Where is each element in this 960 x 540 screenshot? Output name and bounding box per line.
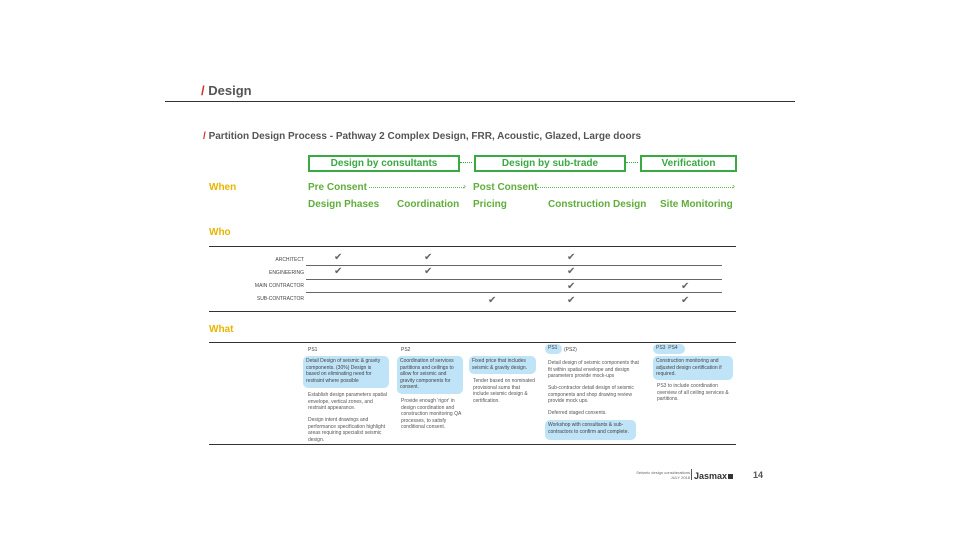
what-bottom-rule xyxy=(209,444,736,445)
ps3-label: PS3 xyxy=(656,345,666,351)
col3-text-1: Tender based on nominated provisional sums that include seismic design & certification. xyxy=(473,378,535,404)
section-title xyxy=(201,83,252,98)
col5-ps-badge xyxy=(653,344,685,354)
who-label: Who xyxy=(209,227,231,238)
check-icon: ✔ xyxy=(681,295,690,306)
footer-divider xyxy=(691,469,692,480)
who-bottom-rule xyxy=(209,311,736,312)
phase-connector-1 xyxy=(460,162,472,163)
stage-coordination: Coordination xyxy=(397,199,460,210)
pre-consent-arrow-icon: › xyxy=(463,181,466,191)
row-divider xyxy=(306,265,722,266)
check-icon: ✔ xyxy=(567,295,576,306)
pre-consent-line xyxy=(369,187,464,188)
phase-design-by-subtrade: Design by sub-trade xyxy=(474,155,626,172)
ps4-label: PS4 xyxy=(668,345,678,351)
col3-highlight: Fixed price that includes seismic & gravity design. xyxy=(469,356,536,374)
stage-design-phases: Design Phases xyxy=(308,199,380,210)
col4-ps1-badge: PS1 xyxy=(545,344,562,354)
post-consent-line xyxy=(537,187,733,188)
stage-construction-design: Construction Design xyxy=(548,199,647,210)
check-icon: ✔ xyxy=(567,281,576,292)
subtitle xyxy=(203,131,641,142)
col2-text-1: Provide enough 'rigor' in design coordination and construction monitoring QA processes, to satisfy conditional consent. xyxy=(401,398,462,430)
row-divider xyxy=(306,279,722,280)
when-label: When xyxy=(209,182,237,193)
col1-text-2: Design intent drawings and performance specification highlight areas requiring specialist seismic design. xyxy=(308,417,385,443)
logo-text: Jasmax xyxy=(694,471,728,481)
footer-doc-title: Seismic design considerations xyxy=(636,470,690,475)
jasmax-logo xyxy=(694,471,733,481)
pre-consent-label: Pre Consent xyxy=(308,182,367,193)
check-icon: ✔ xyxy=(488,295,497,306)
col1-highlight: Detail Design of seismic & gravity components. (30%) Design is based on eliminating need for restraint where possible xyxy=(303,356,389,388)
header-rule xyxy=(165,101,795,102)
page-number: 14 xyxy=(753,470,764,480)
col4-text-2: Sub-contractor detail design of seismic components and shop drawing review provide mock ups. xyxy=(548,385,634,404)
check-icon: ✔ xyxy=(567,252,576,263)
footer-date: JULY 2018 xyxy=(670,475,690,480)
phase-connector-2 xyxy=(626,162,638,163)
check-icon: ✔ xyxy=(567,266,576,277)
ps2-label: PS2 xyxy=(401,347,411,353)
stage-pricing: Pricing xyxy=(473,199,507,210)
role-main-contractor: MAIN CONTRACTOR xyxy=(254,283,304,289)
title-slash: / xyxy=(201,83,205,98)
phase-design-by-consultants: Design by consultants xyxy=(308,155,460,172)
col4-highlight: Workshop with consultants & sub-contractors to confirm and complete. xyxy=(545,420,636,440)
what-top-rule xyxy=(209,342,736,343)
check-icon: ✔ xyxy=(681,281,690,292)
col4-ps2-label: (PS2) xyxy=(564,347,577,353)
check-icon: ✔ xyxy=(424,252,433,263)
col5-text-1: PS3 to include coordination overview of all ceiling services & partitions. xyxy=(657,383,729,402)
check-icon: ✔ xyxy=(424,266,433,277)
check-icon: ✔ xyxy=(334,252,343,263)
section-title-text: Design xyxy=(208,83,252,98)
role-sub-contractor: SUB-CONTRACTOR xyxy=(256,296,304,302)
col5-highlight: Construction monitoring and adjusted design certification if required. xyxy=(653,356,733,380)
col4-text-3: Deferred staged consents. xyxy=(548,410,607,416)
col4-text-1: Detail design of seismic components that fit within spatial envelope and design parameters provide mock-ups xyxy=(548,360,639,379)
who-top-rule xyxy=(209,246,736,247)
role-engineering: ENGINEERING xyxy=(268,270,304,276)
stage-site-monitoring: Site Monitoring xyxy=(660,199,733,210)
col1-text-1: Establish design parameters spatial envelope, vertical zones, and restraint appearance. xyxy=(308,392,387,411)
post-consent-label: Post Consent xyxy=(473,182,538,193)
footer-doc-info xyxy=(590,470,690,480)
check-icon: ✔ xyxy=(334,266,343,277)
subtitle-text: Partition Design Process - Pathway 2 Complex Design, FRR, Acoustic, Glazed, Large doors xyxy=(208,131,642,142)
post-consent-arrow-icon: › xyxy=(732,181,735,191)
logo-square-icon xyxy=(728,474,733,479)
role-architect: ARCHITECT xyxy=(275,257,304,263)
row-divider xyxy=(306,292,722,293)
col2-highlight: Coordination of services partitions and ceilings to allow for seismic and gravity components for consent. xyxy=(397,356,463,394)
what-label: What xyxy=(209,324,234,335)
subtitle-slash: / xyxy=(203,131,206,142)
phase-verification: Verification xyxy=(640,155,737,172)
ps1-label: PS1 xyxy=(308,347,318,353)
